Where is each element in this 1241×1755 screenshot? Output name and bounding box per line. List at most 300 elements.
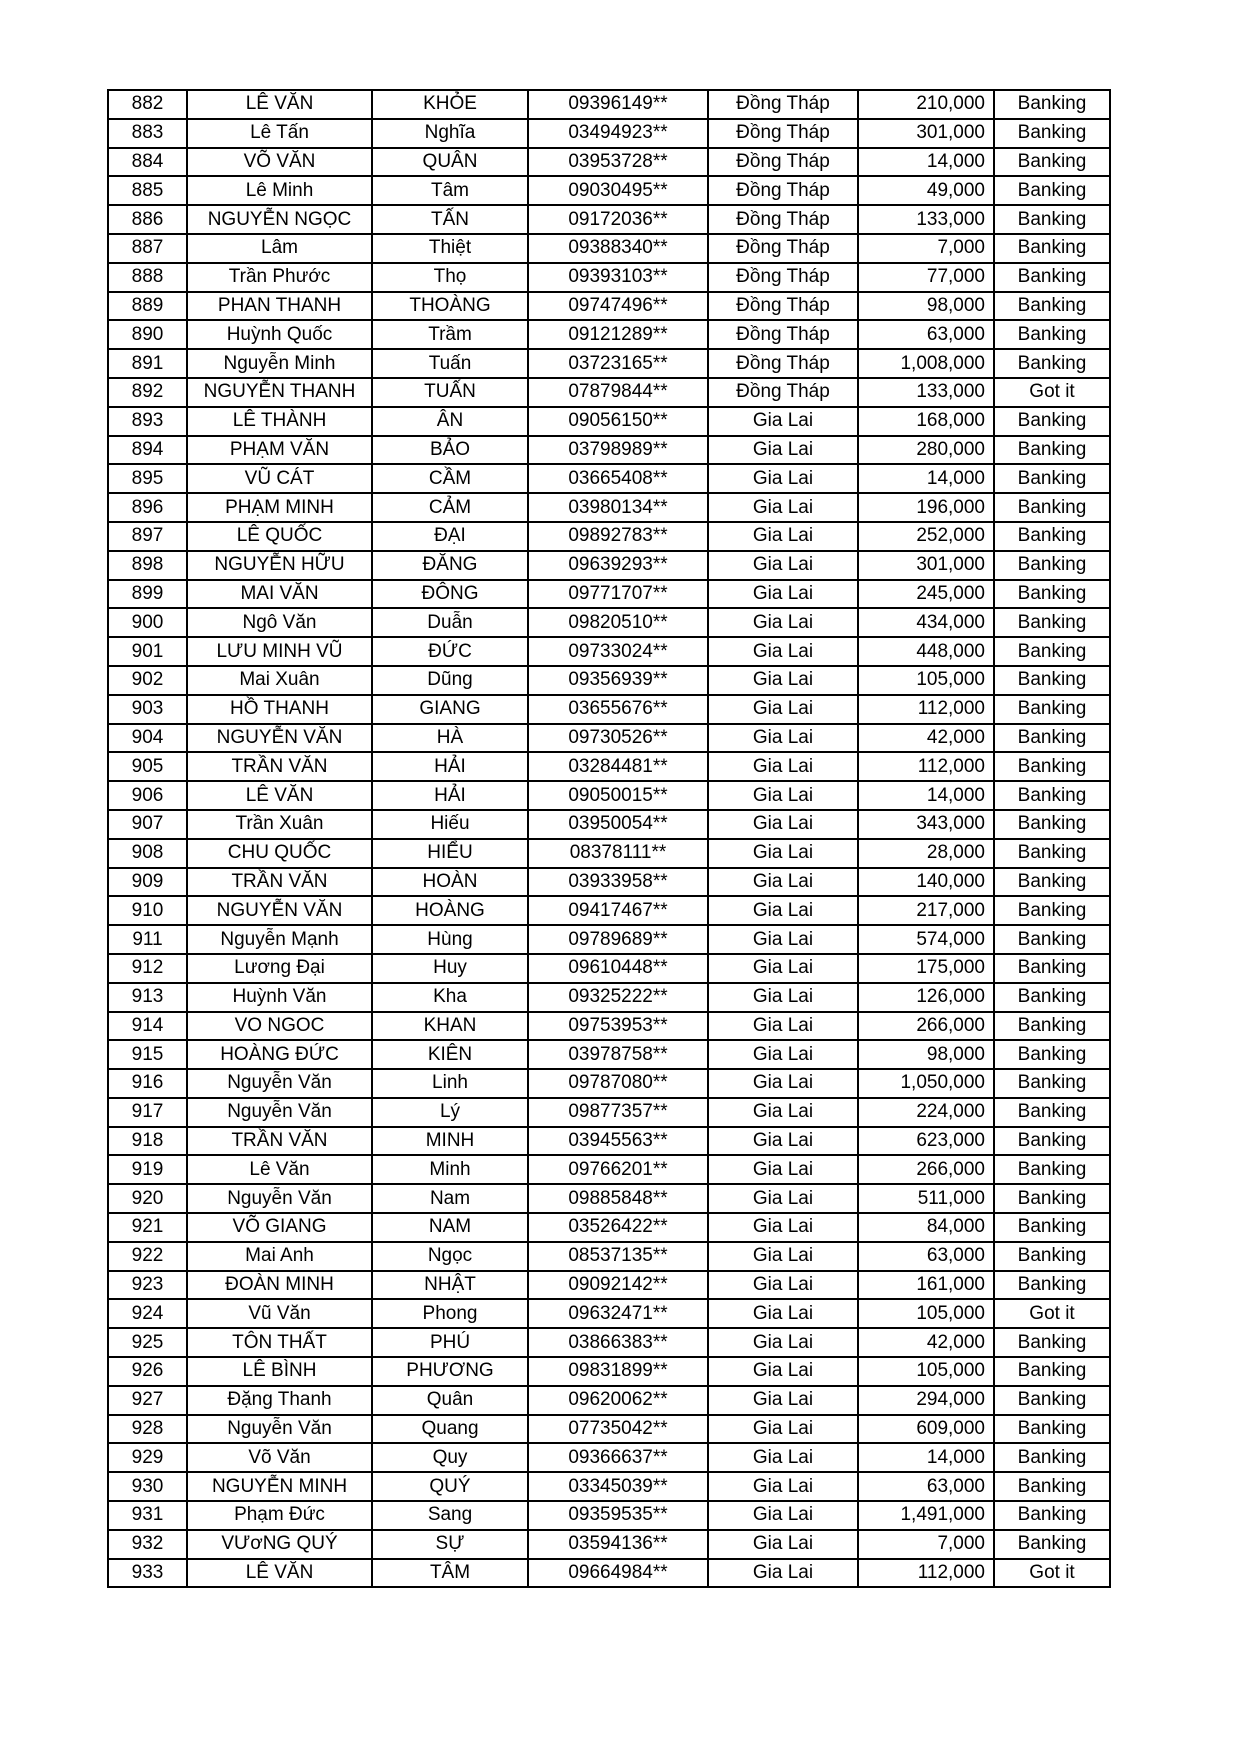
cell-amount: 14,000 [858,1443,994,1472]
cell-last-name: Trần Phước [187,263,372,292]
cell-phone: 09121289** [528,320,708,349]
cell-status: Banking [994,637,1110,666]
cell-province: Đồng Tháp [708,205,858,234]
cell-phone: 09610448** [528,954,708,983]
cell-amount: 133,000 [858,378,994,407]
cell-id: 886 [108,205,187,234]
cell-amount: 196,000 [858,493,994,522]
cell-id: 898 [108,551,187,580]
table-row [108,407,1110,436]
cell-first-name: KHAN [372,1012,528,1041]
cell-province: Gia Lai [708,839,858,868]
cell-amount: 133,000 [858,205,994,234]
cell-status: Banking [994,954,1110,983]
cell-first-name: Thọ [372,263,528,292]
cell-amount: 448,000 [858,637,994,666]
cell-phone: 09877357** [528,1098,708,1127]
table-row [108,522,1110,551]
cell-province: Gia Lai [708,1184,858,1213]
cell-last-name: CHU QUỐC [187,839,372,868]
cell-province: Gia Lai [708,580,858,609]
cell-amount: 574,000 [858,925,994,954]
cell-amount: 343,000 [858,810,994,839]
cell-status: Banking [994,1415,1110,1444]
cell-id: 922 [108,1242,187,1271]
table-row [108,1299,1110,1328]
cell-id: 890 [108,320,187,349]
table-row [108,983,1110,1012]
cell-last-name: PHẠM MINH [187,493,372,522]
cell-phone: 09388340** [528,234,708,263]
cell-status: Banking [994,1213,1110,1242]
table-row [108,1271,1110,1300]
table-row [108,925,1110,954]
cell-last-name: Nguyễn Mạnh [187,925,372,954]
cell-amount: 217,000 [858,896,994,925]
cell-amount: 623,000 [858,1127,994,1156]
cell-amount: 105,000 [858,1299,994,1328]
cell-last-name: PHẠM VĂN [187,436,372,465]
cell-province: Đồng Tháp [708,234,858,263]
cell-province: Gia Lai [708,1127,858,1156]
cell-id: 912 [108,954,187,983]
cell-last-name: Mai Xuân [187,666,372,695]
cell-status: Banking [994,1443,1110,1472]
cell-first-name: KIÊN [372,1040,528,1069]
cell-phone: 09359535** [528,1501,708,1530]
cell-first-name: Kha [372,983,528,1012]
cell-amount: 140,000 [858,868,994,897]
cell-phone: 03526422** [528,1213,708,1242]
cell-phone: 09831899** [528,1357,708,1386]
cell-last-name: TRẦN VĂN [187,752,372,781]
cell-status: Banking [994,1472,1110,1501]
cell-amount: 266,000 [858,1012,994,1041]
cell-last-name: NGUYỄN THANH [187,378,372,407]
cell-province: Gia Lai [708,896,858,925]
cell-amount: 63,000 [858,1472,994,1501]
cell-first-name: HOÀNG [372,896,528,925]
table-row [108,1242,1110,1271]
cell-amount: 210,000 [858,90,994,119]
cell-last-name: Vũ Văn [187,1299,372,1328]
cell-first-name: CẢM [372,493,528,522]
cell-id: 916 [108,1069,187,1098]
cell-status: Got it [994,1559,1110,1588]
cell-province: Gia Lai [708,436,858,465]
cell-province: Gia Lai [708,1069,858,1098]
cell-last-name: LÊ VĂN [187,781,372,810]
cell-last-name: Nguyễn Minh [187,349,372,378]
cell-id: 882 [108,90,187,119]
cell-last-name: TÔN THẤT [187,1328,372,1357]
cell-amount: 252,000 [858,522,994,551]
cell-first-name: Thiệt [372,234,528,263]
cell-amount: 7,000 [858,1530,994,1559]
table-row [108,896,1110,925]
cell-province: Gia Lai [708,781,858,810]
table-row [108,1012,1110,1041]
cell-status: Banking [994,90,1110,119]
table-row [108,493,1110,522]
cell-id: 925 [108,1328,187,1357]
cell-amount: 77,000 [858,263,994,292]
cell-status: Banking [994,1328,1110,1357]
cell-id: 896 [108,493,187,522]
cell-phone: 03866383** [528,1328,708,1357]
cell-phone: 03798989** [528,436,708,465]
cell-first-name: Hiếu [372,810,528,839]
cell-phone: 09747496** [528,292,708,321]
cell-last-name: LÊ THÀNH [187,407,372,436]
cell-amount: 266,000 [858,1155,994,1184]
cell-status: Banking [994,1386,1110,1415]
cell-status: Banking [994,1040,1110,1069]
cell-status: Banking [994,205,1110,234]
cell-status: Banking [994,349,1110,378]
cell-province: Gia Lai [708,810,858,839]
cell-phone: 09632471** [528,1299,708,1328]
cell-last-name: Huỳnh Quốc [187,320,372,349]
cell-province: Gia Lai [708,1040,858,1069]
cell-phone: 03933958** [528,868,708,897]
cell-province: Gia Lai [708,1415,858,1444]
cell-id: 895 [108,464,187,493]
table-row [108,695,1110,724]
cell-first-name: Ngọc [372,1242,528,1271]
cell-last-name: Đặng Thanh [187,1386,372,1415]
cell-amount: 7,000 [858,234,994,263]
cell-first-name: Trầm [372,320,528,349]
cell-status: Banking [994,320,1110,349]
cell-first-name: Tuấn [372,349,528,378]
cell-amount: 511,000 [858,1184,994,1213]
cell-amount: 112,000 [858,752,994,781]
cell-status: Banking [994,263,1110,292]
cell-first-name: HẢI [372,781,528,810]
cell-province: Gia Lai [708,1443,858,1472]
table-row [108,349,1110,378]
cell-status: Banking [994,1530,1110,1559]
cell-status: Banking [994,234,1110,263]
cell-phone: 09172036** [528,205,708,234]
table-row [108,810,1110,839]
cell-status: Banking [994,580,1110,609]
table-row [108,580,1110,609]
cell-first-name: Phong [372,1299,528,1328]
cell-phone: 09056150** [528,407,708,436]
cell-id: 885 [108,176,187,205]
cell-amount: 168,000 [858,407,994,436]
cell-province: Đồng Tháp [708,292,858,321]
cell-status: Banking [994,1098,1110,1127]
cell-id: 901 [108,637,187,666]
table-row [108,234,1110,263]
cell-last-name: Lê Tấn [187,119,372,148]
cell-phone: 09050015** [528,781,708,810]
cell-last-name: LƯU MINH VŨ [187,637,372,666]
cell-amount: 42,000 [858,1328,994,1357]
cell-phone: 09753953** [528,1012,708,1041]
cell-status: Banking [994,1357,1110,1386]
cell-amount: 105,000 [858,666,994,695]
cell-id: 910 [108,896,187,925]
cell-province: Gia Lai [708,522,858,551]
cell-status: Banking [994,1012,1110,1041]
cell-status: Banking [994,1127,1110,1156]
table-row [108,1328,1110,1357]
cell-last-name: Nguyễn Văn [187,1098,372,1127]
cell-province: Gia Lai [708,493,858,522]
cell-first-name: MINH [372,1127,528,1156]
cell-status: Banking [994,983,1110,1012]
cell-first-name: Minh [372,1155,528,1184]
cell-province: Gia Lai [708,608,858,637]
cell-phone: 09733024** [528,637,708,666]
cell-id: 923 [108,1271,187,1300]
table-row [108,781,1110,810]
table-row [108,176,1110,205]
cell-id: 888 [108,263,187,292]
table-row [108,1127,1110,1156]
cell-status: Banking [994,551,1110,580]
cell-id: 927 [108,1386,187,1415]
cell-last-name: LÊ VĂN [187,90,372,119]
cell-province: Đồng Tháp [708,378,858,407]
cell-phone: 03655676** [528,695,708,724]
recipient-table [107,89,1111,1588]
cell-first-name: ĐẠI [372,522,528,551]
cell-status: Banking [994,724,1110,753]
cell-phone: 09730526** [528,724,708,753]
table-row [108,1213,1110,1242]
cell-province: Đồng Tháp [708,176,858,205]
cell-province: Gia Lai [708,1386,858,1415]
cell-status: Banking [994,522,1110,551]
cell-phone: 09393103** [528,263,708,292]
cell-first-name: ĐÔNG [372,580,528,609]
cell-amount: 98,000 [858,292,994,321]
cell-last-name: Lê Minh [187,176,372,205]
cell-last-name: TRẦN VĂN [187,1127,372,1156]
cell-phone: 03345039** [528,1472,708,1501]
recipient-table-body [108,90,1110,1587]
cell-province: Gia Lai [708,954,858,983]
cell-province: Đồng Tháp [708,148,858,177]
cell-province: Gia Lai [708,925,858,954]
cell-last-name: NGUYỄN HỮU [187,551,372,580]
cell-amount: 98,000 [858,1040,994,1069]
cell-id: 920 [108,1184,187,1213]
cell-phone: 08378111** [528,839,708,868]
cell-id: 897 [108,522,187,551]
cell-id: 918 [108,1127,187,1156]
cell-first-name: THOÀNG [372,292,528,321]
table-row [108,1559,1110,1588]
cell-province: Đồng Tháp [708,320,858,349]
cell-last-name: VŨ CÁT [187,464,372,493]
cell-province: Gia Lai [708,1472,858,1501]
table-row [108,1530,1110,1559]
table-row [108,954,1110,983]
cell-last-name: Nguyễn Văn [187,1069,372,1098]
cell-province: Gia Lai [708,666,858,695]
table-row [108,263,1110,292]
cell-last-name: Võ Văn [187,1443,372,1472]
cell-first-name: NHẬT [372,1271,528,1300]
cell-status: Banking [994,781,1110,810]
cell-last-name: ĐOÀN MINH [187,1271,372,1300]
cell-first-name: SỰ [372,1530,528,1559]
cell-first-name: Quân [372,1386,528,1415]
cell-amount: 434,000 [858,608,994,637]
cell-first-name: GIANG [372,695,528,724]
cell-status: Banking [994,436,1110,465]
cell-status: Banking [994,119,1110,148]
cell-phone: 03980134** [528,493,708,522]
cell-first-name: HẢI [372,752,528,781]
cell-province: Gia Lai [708,464,858,493]
cell-province: Gia Lai [708,1357,858,1386]
table-row [108,436,1110,465]
table-row [108,868,1110,897]
cell-province: Gia Lai [708,1559,858,1588]
cell-status: Banking [994,810,1110,839]
cell-amount: 301,000 [858,551,994,580]
cell-phone: 09396149** [528,90,708,119]
table-row [108,90,1110,119]
cell-amount: 49,000 [858,176,994,205]
cell-phone: 03945563** [528,1127,708,1156]
cell-province: Gia Lai [708,752,858,781]
cell-phone: 09789689** [528,925,708,954]
cell-id: 929 [108,1443,187,1472]
cell-first-name: KHỎE [372,90,528,119]
cell-first-name: PHÚ [372,1328,528,1357]
cell-amount: 126,000 [858,983,994,1012]
cell-phone: 03723165** [528,349,708,378]
cell-first-name: Lý [372,1098,528,1127]
cell-phone: 09325222** [528,983,708,1012]
cell-phone: 03494923** [528,119,708,148]
cell-last-name: PHAN THANH [187,292,372,321]
cell-last-name: VÕ VĂN [187,148,372,177]
cell-phone: 03594136** [528,1530,708,1559]
table-row [108,1443,1110,1472]
cell-last-name: HOÀNG ĐỨC [187,1040,372,1069]
cell-amount: 1,491,000 [858,1501,994,1530]
cell-amount: 294,000 [858,1386,994,1415]
cell-id: 887 [108,234,187,263]
table-row [108,1415,1110,1444]
cell-first-name: Duẫn [372,608,528,637]
cell-phone: 03665408** [528,464,708,493]
cell-status: Banking [994,1155,1110,1184]
table-row [108,839,1110,868]
cell-status: Banking [994,666,1110,695]
cell-last-name: LÊ QUỐC [187,522,372,551]
cell-first-name: TẤN [372,205,528,234]
cell-id: 911 [108,925,187,954]
cell-status: Banking [994,1069,1110,1098]
cell-first-name: Quy [372,1443,528,1472]
cell-first-name: QUÂN [372,148,528,177]
cell-amount: 609,000 [858,1415,994,1444]
cell-province: Gia Lai [708,868,858,897]
cell-province: Gia Lai [708,724,858,753]
cell-status: Banking [994,1271,1110,1300]
cell-amount: 161,000 [858,1271,994,1300]
cell-first-name: Huy [372,954,528,983]
table-row [108,1184,1110,1213]
cell-status: Banking [994,407,1110,436]
table-row [108,666,1110,695]
cell-phone: 03978758** [528,1040,708,1069]
cell-first-name: BẢO [372,436,528,465]
cell-last-name: NGUYỄN MINH [187,1472,372,1501]
cell-phone: 09892783** [528,522,708,551]
cell-id: 919 [108,1155,187,1184]
cell-id: 893 [108,407,187,436]
cell-id: 907 [108,810,187,839]
cell-province: Gia Lai [708,695,858,724]
cell-phone: 09620062** [528,1386,708,1415]
cell-first-name: Linh [372,1069,528,1098]
cell-phone: 03950054** [528,810,708,839]
table-row [108,148,1110,177]
cell-status: Banking [994,176,1110,205]
table-row [108,551,1110,580]
cell-id: 933 [108,1559,187,1588]
cell-status: Banking [994,1242,1110,1271]
table-row [108,1357,1110,1386]
cell-first-name: Nam [372,1184,528,1213]
cell-id: 884 [108,148,187,177]
cell-phone: 03953728** [528,148,708,177]
cell-last-name: Nguyễn Văn [187,1184,372,1213]
table-row [108,1098,1110,1127]
cell-first-name: Tâm [372,176,528,205]
cell-status: Banking [994,493,1110,522]
cell-first-name: TÂM [372,1559,528,1588]
cell-last-name: Lê Văn [187,1155,372,1184]
cell-amount: 28,000 [858,839,994,868]
cell-amount: 14,000 [858,464,994,493]
cell-last-name: VO NGOC [187,1012,372,1041]
cell-id: 894 [108,436,187,465]
cell-id: 889 [108,292,187,321]
cell-id: 926 [108,1357,187,1386]
table-row [108,1040,1110,1069]
cell-first-name: Nghĩa [372,119,528,148]
cell-last-name: HỒ THANH [187,695,372,724]
cell-last-name: Trần Xuân [187,810,372,839]
cell-phone: 07735042** [528,1415,708,1444]
cell-amount: 112,000 [858,1559,994,1588]
cell-phone: 09366637** [528,1443,708,1472]
cell-status: Got it [994,1299,1110,1328]
cell-last-name: MAI VĂN [187,580,372,609]
cell-id: 928 [108,1415,187,1444]
cell-amount: 224,000 [858,1098,994,1127]
cell-province: Gia Lai [708,1242,858,1271]
cell-province: Đồng Tháp [708,349,858,378]
cell-last-name: Ngô Văn [187,608,372,637]
cell-phone: 03284481** [528,752,708,781]
table-row [108,378,1110,407]
cell-amount: 63,000 [858,320,994,349]
table-row [108,1069,1110,1098]
